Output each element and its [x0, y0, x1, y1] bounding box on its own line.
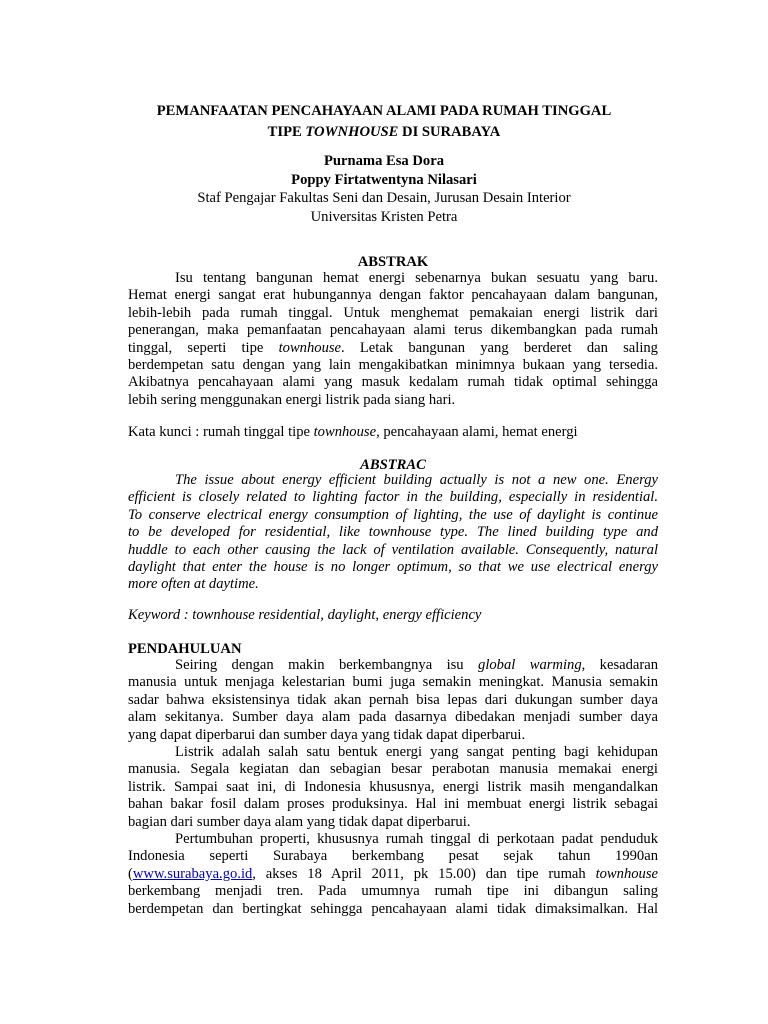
- author-2: Poppy Firtatwentyna Nilasari: [291, 171, 477, 188]
- abstrac-line: more often at daytime.: [128, 576, 259, 593]
- abstrak-line: Akibatnya pencahayaan alami yang masuk kedalam rumah tidak optimal sehingga: [128, 374, 658, 391]
- pendahuluan-line: Pertumbuhan properti, khususnya rumah tinggal di perkotaan padat penduduk: [175, 831, 658, 848]
- pendahuluan-line-part: (: [128, 865, 133, 882]
- paper-title: [100, 101, 668, 143]
- author-1: Purnama Esa Dora: [324, 153, 444, 169]
- pendahuluan-line-part: , kesadaran: [581, 657, 659, 673]
- abstrac-line: The issue about energy efficient building actually is not a new one. Energy: [175, 472, 658, 488]
- abstrac-line: to be developed for residential, like townhouse type. The lined building type and: [128, 524, 658, 541]
- abstrac-keywords: Keyword : townhouse residential, daylight, energy efficiency: [128, 607, 482, 623]
- abstrak-line: penerangan, maka pemanfaatan pencahayaan alami terus dikembangkan pada rumah: [128, 322, 658, 339]
- pendahuluan-line: Listrik adalah salah satu bentuk energi yang sangat penting bagi kehidupan: [175, 744, 658, 761]
- pendahuluan-line: bagian dari sumber daya alam yang tidak dapat diperbarui.: [128, 813, 471, 830]
- abstrak-line-part: . Letak bangunan yang berderet dan saling: [341, 339, 658, 356]
- affiliation-2: Universitas Kristen Petra: [310, 208, 458, 225]
- pendahuluan-line: manusia. Segala kegiatan dan sebagian besar perabotan manusia memakai energi: [128, 761, 658, 778]
- keywords-post: , pencahayaan alami, hemat energi: [376, 424, 578, 440]
- pendahuluan-line: bahan bakar fosil dalam proses produksinya. Hal ini membuat energi listrik sebagai: [128, 796, 658, 813]
- abstrac-heading: ABSTRAC: [360, 457, 426, 473]
- pendahuluan-line: manusia untuk menjaga kelestarian bumi juga semakin meningkat. Manusia semakin: [128, 674, 658, 691]
- pendahuluan-line: [128, 866, 658, 883]
- abstrak-paragraph: [128, 270, 658, 409]
- abstrak-line: Isu tentang bangunan hemat energi sebenarnya bukan sesuatu yang baru.: [175, 270, 658, 286]
- abstrak-heading: ABSTRAK: [357, 254, 429, 270]
- abstrak-line-part: tinggal, seperti tipe: [128, 339, 279, 356]
- pendahuluan-line: berdempetan dan bertingkat sehingga pencahayaan alami tidak dimaksimalkan. Hal: [128, 900, 658, 917]
- pendahuluan-line: alam sekitanya. Sumber daya alam pada dasarnya dibedakan menjadi sumber daya: [128, 709, 658, 726]
- abstrak-line-em: townhouse: [278, 339, 342, 356]
- abstrak-line: lebih sering menggunakan energi listrik pada siang hari.: [128, 391, 456, 408]
- keywords-pre: Kata kunci : rumah tinggal tipe: [128, 424, 314, 440]
- pendahuluan-line-part: , akses 18 April 2011, pk 15.00) dan tipe rumah: [252, 865, 596, 882]
- pendahuluan-line: Indonesia seperti Surabaya berkembang pesat sejak tahun 1990an: [128, 848, 658, 865]
- abstrac-paragraph: [128, 472, 658, 594]
- abstrak-line: berdempetan satu dengan yang lain mengakibatkan minimnya bukaan yang tersedia.: [128, 357, 658, 374]
- affiliation-1: Staf Pengajar Fakultas Seni dan Desain, Jurusan Desain Interior: [197, 190, 571, 207]
- pendahuluan-body: [128, 657, 658, 918]
- pendahuluan-line: sadar bahwa eksistensinya tidak akan pernah bisa lepas dari dukungan sumber daya: [128, 691, 658, 708]
- pendahuluan-line: [128, 657, 658, 674]
- abstrac-line: efficient is closely related to lighting factor in the building, especially in residential.: [128, 489, 658, 506]
- abstrac-line: daylight that enter the house is no longer optimum, so that we use electrical energy: [128, 559, 658, 576]
- surabaya-link[interactable]: www.surabaya.go.id: [132, 865, 253, 882]
- title-line-1: PEMANFAATAN PENCAHAYAAN ALAMI PADA RUMAH TINGGAL: [156, 103, 612, 119]
- pendahuluan-line: berkembang menjadi tren. Pada umumnya rumah tipe ini dibangun saling: [128, 883, 658, 900]
- title-line-2-post: DI SURABAYA: [398, 124, 501, 140]
- pendahuluan-line-em: global warming: [478, 657, 582, 673]
- abstrac-line: To conserve electrical energy consumption of lighting, the use of daylight is continue: [128, 506, 658, 523]
- title-line-2: [100, 122, 668, 143]
- pendahuluan-line-em: townhouse: [595, 865, 658, 882]
- pendahuluan-line-part: Seiring dengan makin berkembangnya isu: [175, 657, 479, 673]
- pendahuluan-line: yang dapat diperbarui dan sumber daya yang tidak dapat diperbarui.: [128, 726, 526, 743]
- abstrak-line: [128, 340, 658, 357]
- title-line-2-pre: TIPE: [267, 124, 306, 140]
- keywords-em: townhouse: [313, 424, 377, 440]
- authors-block: [100, 152, 668, 226]
- section-heading-pendahuluan: PENDAHULUAN: [128, 641, 242, 657]
- abstrac-line: huddle to each other causing the lack of ventilation available. Consequently, natural: [128, 541, 658, 558]
- pendahuluan-line: listrik. Sampai saat ini, di Indonesia khususnya, energi listrik masih mengandalkan: [128, 778, 658, 795]
- abstrak-line: Hemat energi sangat erat hubungannya dengan faktor pencahayaan dalam bangunan,: [128, 287, 658, 304]
- title-line-2-em: TOWNHOUSE: [305, 124, 399, 140]
- abstrak-keywords: [128, 423, 658, 441]
- abstrak-line: lebih-lebih pada rumah tinggal. Untuk menghemat pemakaian energi listrik dari: [128, 304, 658, 321]
